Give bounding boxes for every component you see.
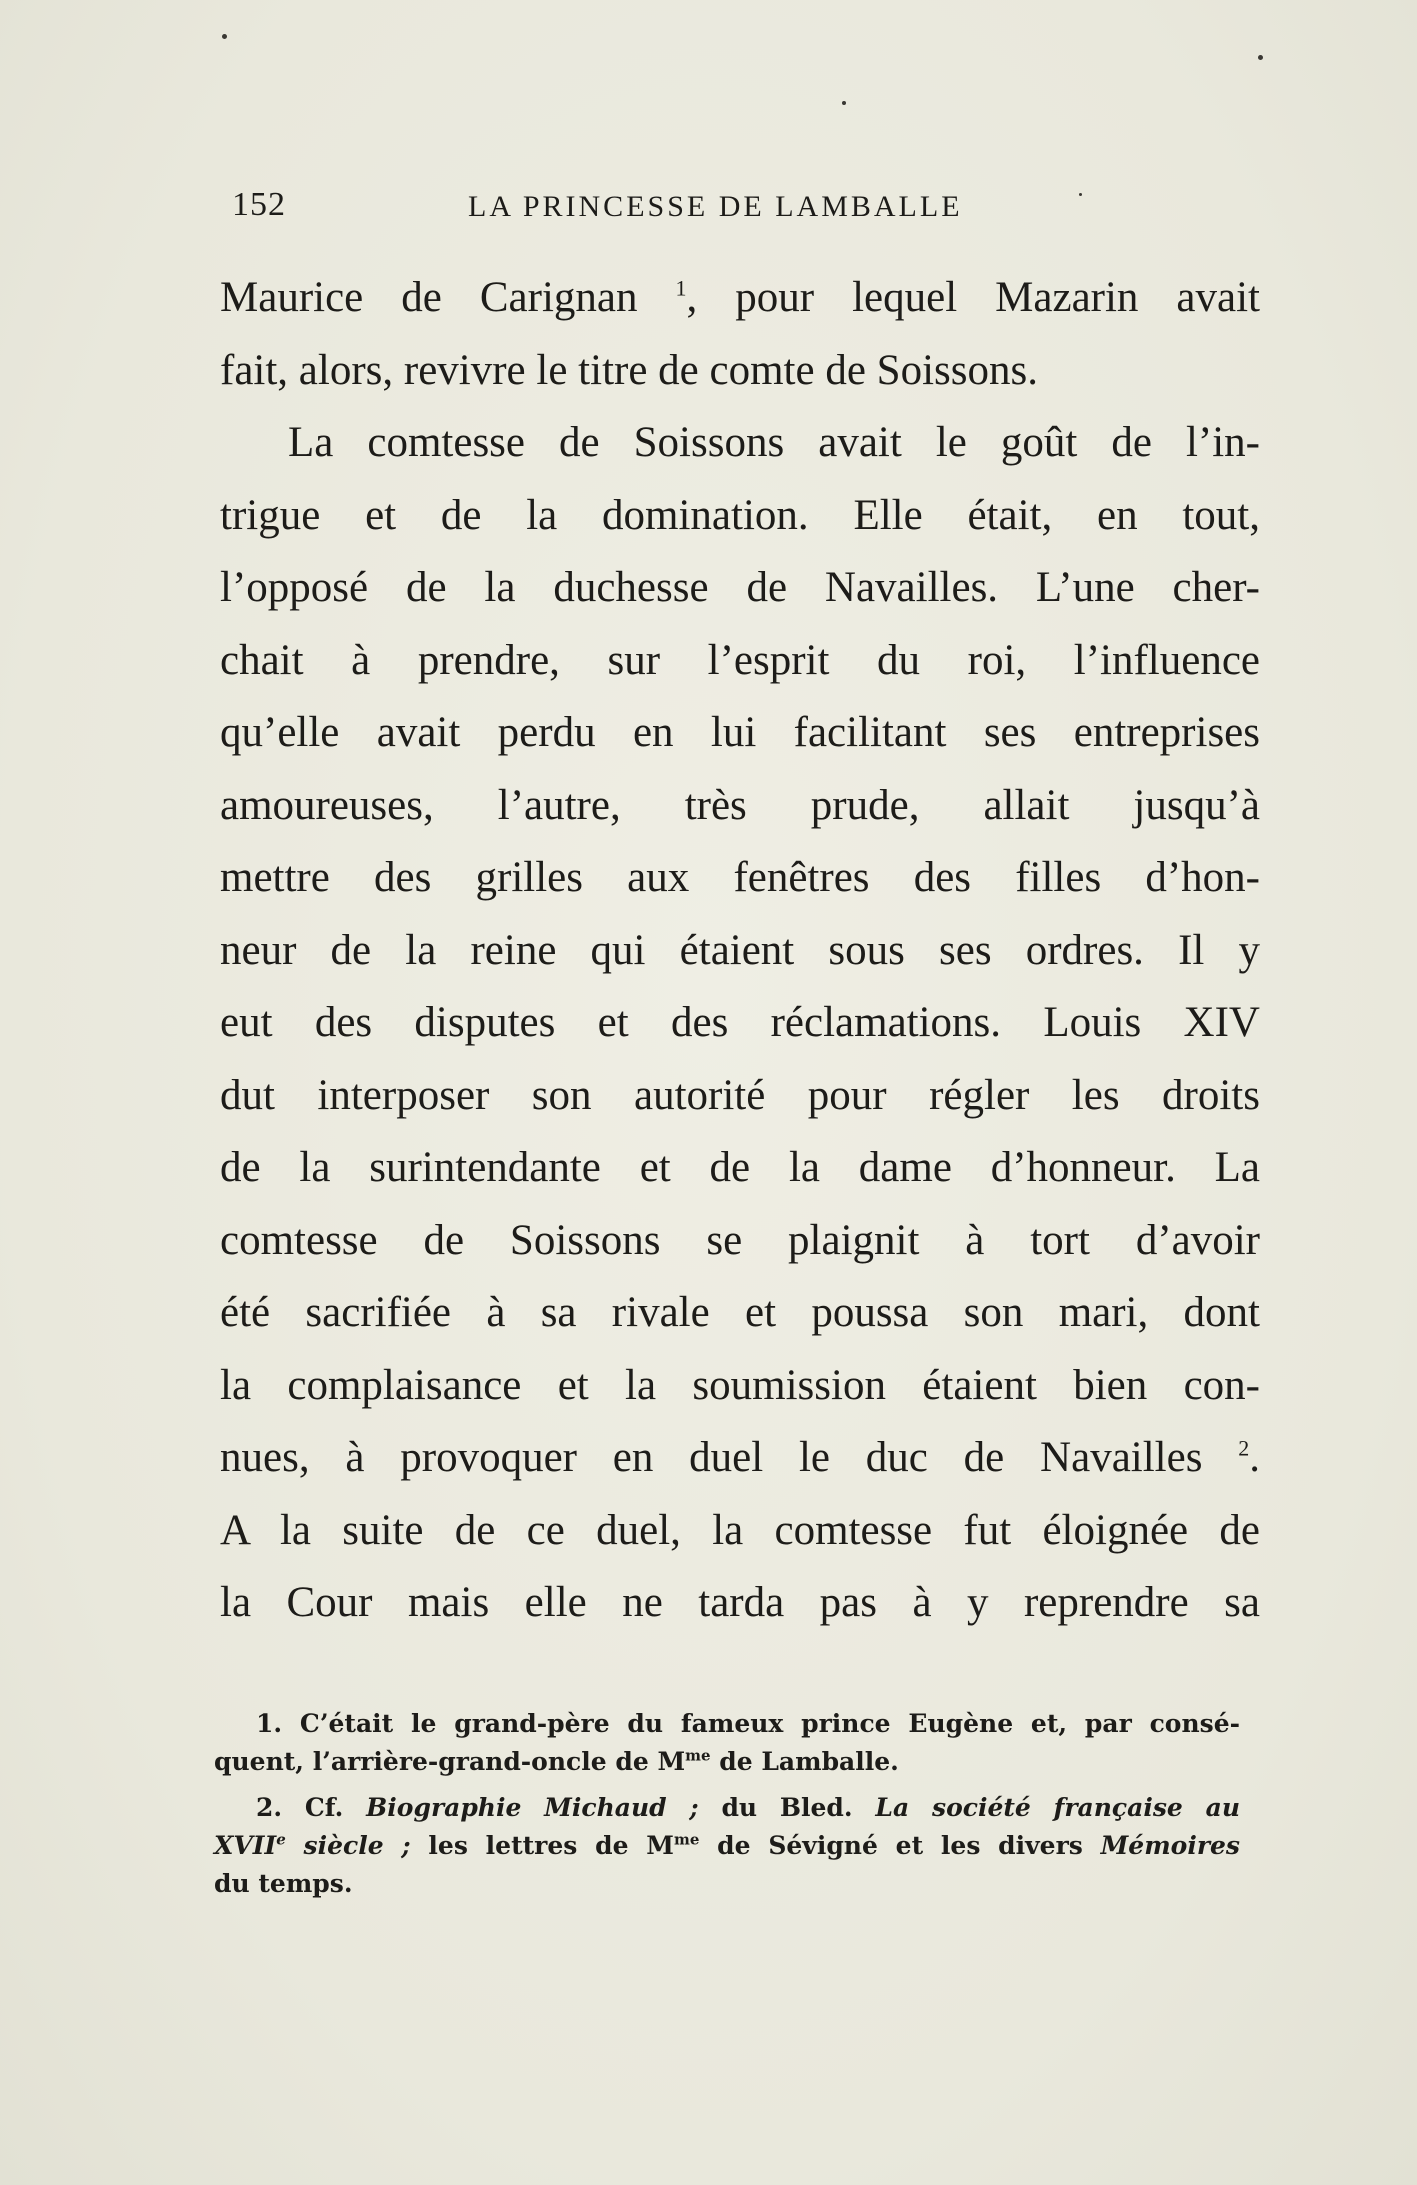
running-head: LA PRINCESSE DE LAMBALLE — [468, 190, 963, 223]
footnote-gap — [214, 1781, 1240, 1789]
text-line: eut des disputes et des réclamations. Louis XIV — [220, 999, 1260, 1046]
footnote-1-continued: quent, l’arrière-grand-oncle de $M^{me}$ de Lamballe. — [214, 1746, 899, 1776]
text-line: qu’elle avait perdu en lui facilitant ses entreprises — [220, 709, 1260, 756]
footnote-1: 1. C’était le grand-père du fameux prince Eugène et, par consé- — [256, 1709, 1240, 1738]
text-line: la Cour mais elle ne tarda pas à y reprendre sa — [220, 1579, 1260, 1626]
page-header — [232, 186, 1038, 230]
text-line: neur de la reine qui étaient sous ses ordres. Il y — [220, 926, 1260, 974]
footnote-2-continued: XVIIe siècle ; les lettres de $M^{me}$ de Sévigné et les divers Mémoires — [214, 1830, 1240, 1860]
ink-speck — [842, 101, 846, 105]
footnote-ref[interactable]: 2 — [1238, 1435, 1250, 1461]
footnote-2-end: du temps. — [214, 1869, 353, 1898]
ink-speck — [222, 34, 227, 39]
text-line: chait à prendre, sur l’esprit du roi, l’influence — [220, 636, 1260, 684]
text-line: été sacrifiée à sa rivale et poussa son mari, dont — [220, 1289, 1260, 1336]
footnote-2: 2. Cf. Biographie Michaud ; du Bled. La société française au — [256, 1793, 1240, 1822]
ink-speck — [1258, 55, 1263, 60]
text-line: amoureuses, l’autre, très prude, allait jusqu’à — [220, 781, 1260, 829]
text-line: l’opposé de la duchesse de Navailles. L’une cher- — [220, 564, 1260, 611]
text-line: comtesse de Soissons se plaignit à tort d’avoir — [220, 1216, 1260, 1264]
text-line: la complaisance et la soumission étaient bien con- — [220, 1361, 1260, 1409]
text-line: A la suite de ce duel, la comtesse fut éloignée de — [220, 1506, 1260, 1554]
text-line: Maurice de Carignan $^1$, pour lequel Mazarin avait — [220, 274, 1260, 321]
text-line: dut interposer son autorité pour régler les droits — [220, 1071, 1260, 1119]
text-line: nues, à provoquer en duel le duc de Navailles $^2$. — [220, 1434, 1260, 1481]
text-line: trigue et de la domination. Elle était, en tout, — [220, 491, 1260, 539]
text-line: mettre des grilles aux fenêtres des filles d’hon- — [220, 854, 1260, 901]
page-number: 152 — [232, 186, 286, 223]
footnotes — [214, 1705, 1240, 1903]
body-text — [220, 262, 1260, 1640]
text-line: fait, alors, revivre le titre de comte de Soissons. — [220, 346, 1038, 394]
ink-speck — [1079, 193, 1082, 196]
text-line: de la surintendante et de la dame d’honneur. La — [220, 1144, 1260, 1191]
footnote-ref[interactable]: 1 — [675, 275, 687, 301]
text-line: La comtesse de Soissons avait le goût de l’in- — [288, 419, 1260, 466]
